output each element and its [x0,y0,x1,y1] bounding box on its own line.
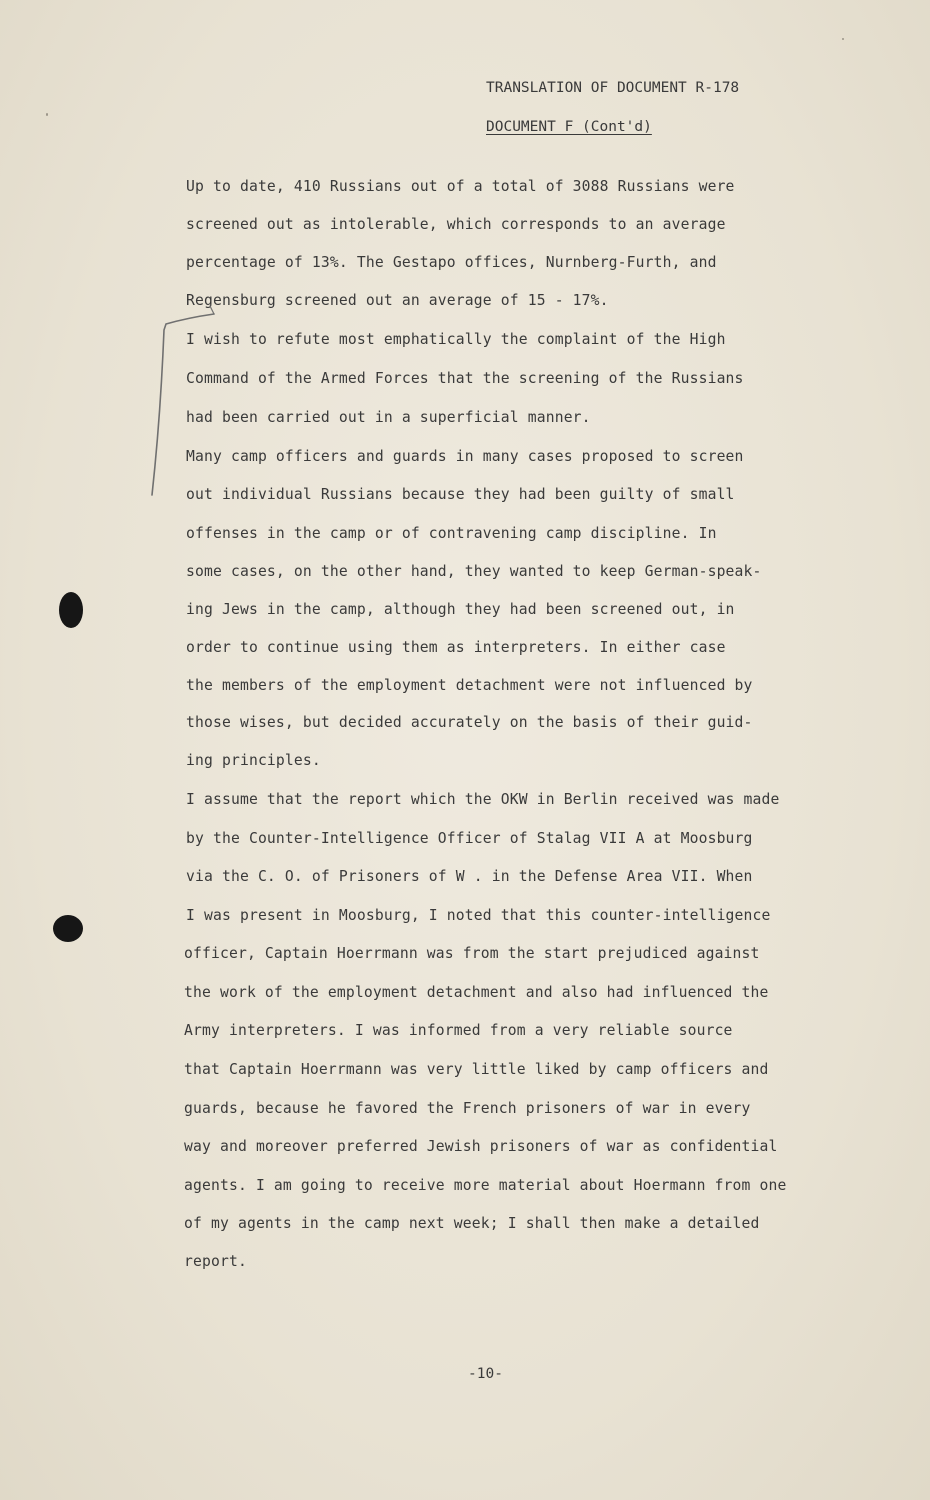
body-line: way and moreover preferred Jewish prisoners of war as confidential [184,1138,778,1155]
body-line: Many camp officers and guards in many cases proposed to screen [186,448,744,465]
body-line: some cases, on the other hand, they wanted to keep German-speak- [186,563,762,580]
body-line: I was present in Moosburg, I noted that this counter-intelligence [186,907,771,924]
body-line: Army interpreters. I was informed from a very reliable source [184,1022,733,1039]
body-line: offenses in the camp or of contravening camp discipline. In [186,525,717,542]
body-line: Command of the Armed Forces that the screening of the Russians [186,370,744,387]
body-line: the work of the employment detachment and also had influenced the [184,984,769,1001]
body-line: guards, because he favored the French prisoners of war in every [184,1100,751,1117]
body-line: report. [184,1253,247,1270]
body-line: by the Counter-Intelligence Officer of Stalag VII A at Moosburg [186,830,753,847]
margin-bracket-mark [140,300,230,510]
paper-speck [842,38,844,40]
body-line: ing Jews in the camp, although they had been screened out, in [186,601,735,618]
body-line: via the C. O. of Prisoners of W . in the Defense Area VII. When [186,868,753,885]
body-line: percentage of 13%. The Gestapo offices, Nurnberg-Furth, and [186,254,717,271]
body-line: screened out as intolerable, which corresponds to an average [186,216,726,233]
paper-speck [46,113,48,116]
body-line: had been carried out in a superficial manner. [186,409,591,426]
body-line: those wises, but decided accurately on the basis of their guid- [186,714,753,731]
body-line: Up to date, 410 Russians out of a total of 3088 Russians were [186,178,735,195]
body-line: order to continue using them as interpreters. In either case [186,639,726,656]
body-line: that Captain Hoerrmann was very little liked by camp officers and [184,1061,769,1078]
body-line: of my agents in the camp next week; I shall then make a detailed [184,1215,760,1232]
body-line: out individual Russians because they had been guilty of small [186,486,735,503]
body-line: I wish to refute most emphatically the complaint of the High [186,331,726,348]
body-line: officer, Captain Hoerrmann was from the start prejudiced against [184,945,760,962]
punch-hole [59,592,83,628]
document-title: TRANSLATION OF DOCUMENT R-178 [486,80,740,96]
body-line: agents. I am going to receive more material about Hoermann from one [184,1177,787,1194]
page-number: -10- [468,1366,503,1382]
body-line: ing principles. [186,752,321,769]
body-line: Regensburg screened out an average of 15 - 17%. [186,292,609,309]
document-subtitle: DOCUMENT F (Cont'd) [486,119,652,135]
body-line: the members of the employment detachment were not influenced by [186,677,753,694]
body-line: I assume that the report which the OKW in Berlin received was made [186,791,780,808]
punch-hole [53,915,83,942]
